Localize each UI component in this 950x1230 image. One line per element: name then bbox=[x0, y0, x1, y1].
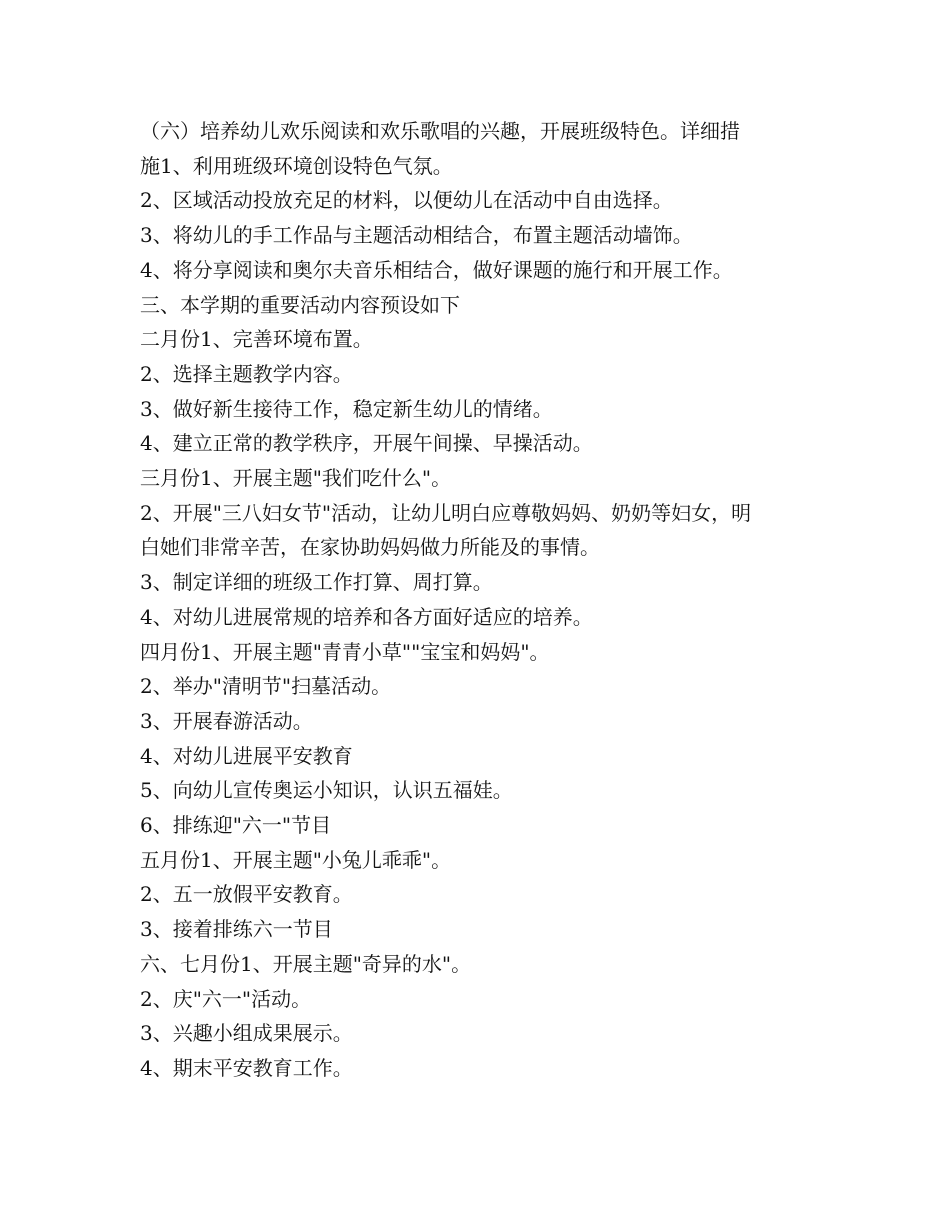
text-line: 4、期末平安教育工作。 bbox=[140, 1055, 353, 1080]
text-line: （六）培养幼儿欢乐阅读和欢乐歌唱的兴趣，开展班级特色。详细措 bbox=[140, 119, 740, 143]
text-line: 5、向幼儿宣传奥运小知识，认识五福娃。 bbox=[140, 778, 513, 803]
text-line: 3、做好新生接待工作，稳定新生幼儿的情绪。 bbox=[140, 396, 553, 421]
text-line: 2、开展"三八妇女节"活动，让幼儿明白应尊敬妈妈、奶奶等妇女，明 bbox=[140, 500, 752, 525]
text-line: 3、兴趣小组成果展示。 bbox=[140, 1021, 353, 1046]
text-line: 3、制定详细的班级工作打算、周打算。 bbox=[140, 570, 493, 595]
text-line: 4、对幼儿进展平安教育 bbox=[140, 743, 353, 768]
text-line: 2、五一放假平安教育。 bbox=[140, 882, 353, 907]
text-line: 4、对幼儿进展常规的培养和各方面好适应的培养。 bbox=[140, 604, 593, 629]
text-line: 施1、利用班级环境创设特色气氛。 bbox=[140, 153, 453, 178]
text-line: 2、选择主题教学内容。 bbox=[140, 361, 353, 386]
text-line: 4、将分享阅读和奥尔夫音乐相结合，做好课题的施行和开展工作。 bbox=[140, 257, 733, 282]
text-line: 3、将幼儿的手工作品与主题活动相结合，布置主题活动墙饰。 bbox=[140, 223, 693, 248]
text-line: 2、区域活动投放充足的材料，以便幼儿在活动中自由选择。 bbox=[140, 188, 673, 213]
text-line: 三、本学期的重要活动内容预设如下 bbox=[140, 292, 460, 317]
text-line: 五月份1、开展主题"小兔儿乖乖"。 bbox=[140, 847, 452, 872]
text-line: 白她们非常辛苦，在家协助妈妈做力所能及的事情。 bbox=[140, 535, 600, 560]
text-line: 6、排练迎"六一"节目 bbox=[140, 813, 332, 838]
text-line: 2、举办"清明节"扫墓活动。 bbox=[140, 674, 392, 699]
text-line: 四月份1、开展主题"青青小草""宝宝和妈妈"。 bbox=[140, 639, 550, 664]
text-line: 3、开展春游活动。 bbox=[140, 708, 313, 733]
text-line: 2、庆"六一"活动。 bbox=[140, 986, 312, 1011]
text-line: 4、建立正常的教学秩序，开展午间操、早操活动。 bbox=[140, 431, 593, 456]
text-line: 3、接着排练六一节目 bbox=[140, 917, 333, 942]
text-line: 三月份1、开展主题"我们吃什么"。 bbox=[140, 466, 452, 491]
text-line: 六、七月份1、开展主题"奇异的水"。 bbox=[140, 951, 472, 976]
document-body bbox=[140, 114, 820, 1086]
text-line: 二月份1、完善环境布置。 bbox=[140, 327, 373, 352]
